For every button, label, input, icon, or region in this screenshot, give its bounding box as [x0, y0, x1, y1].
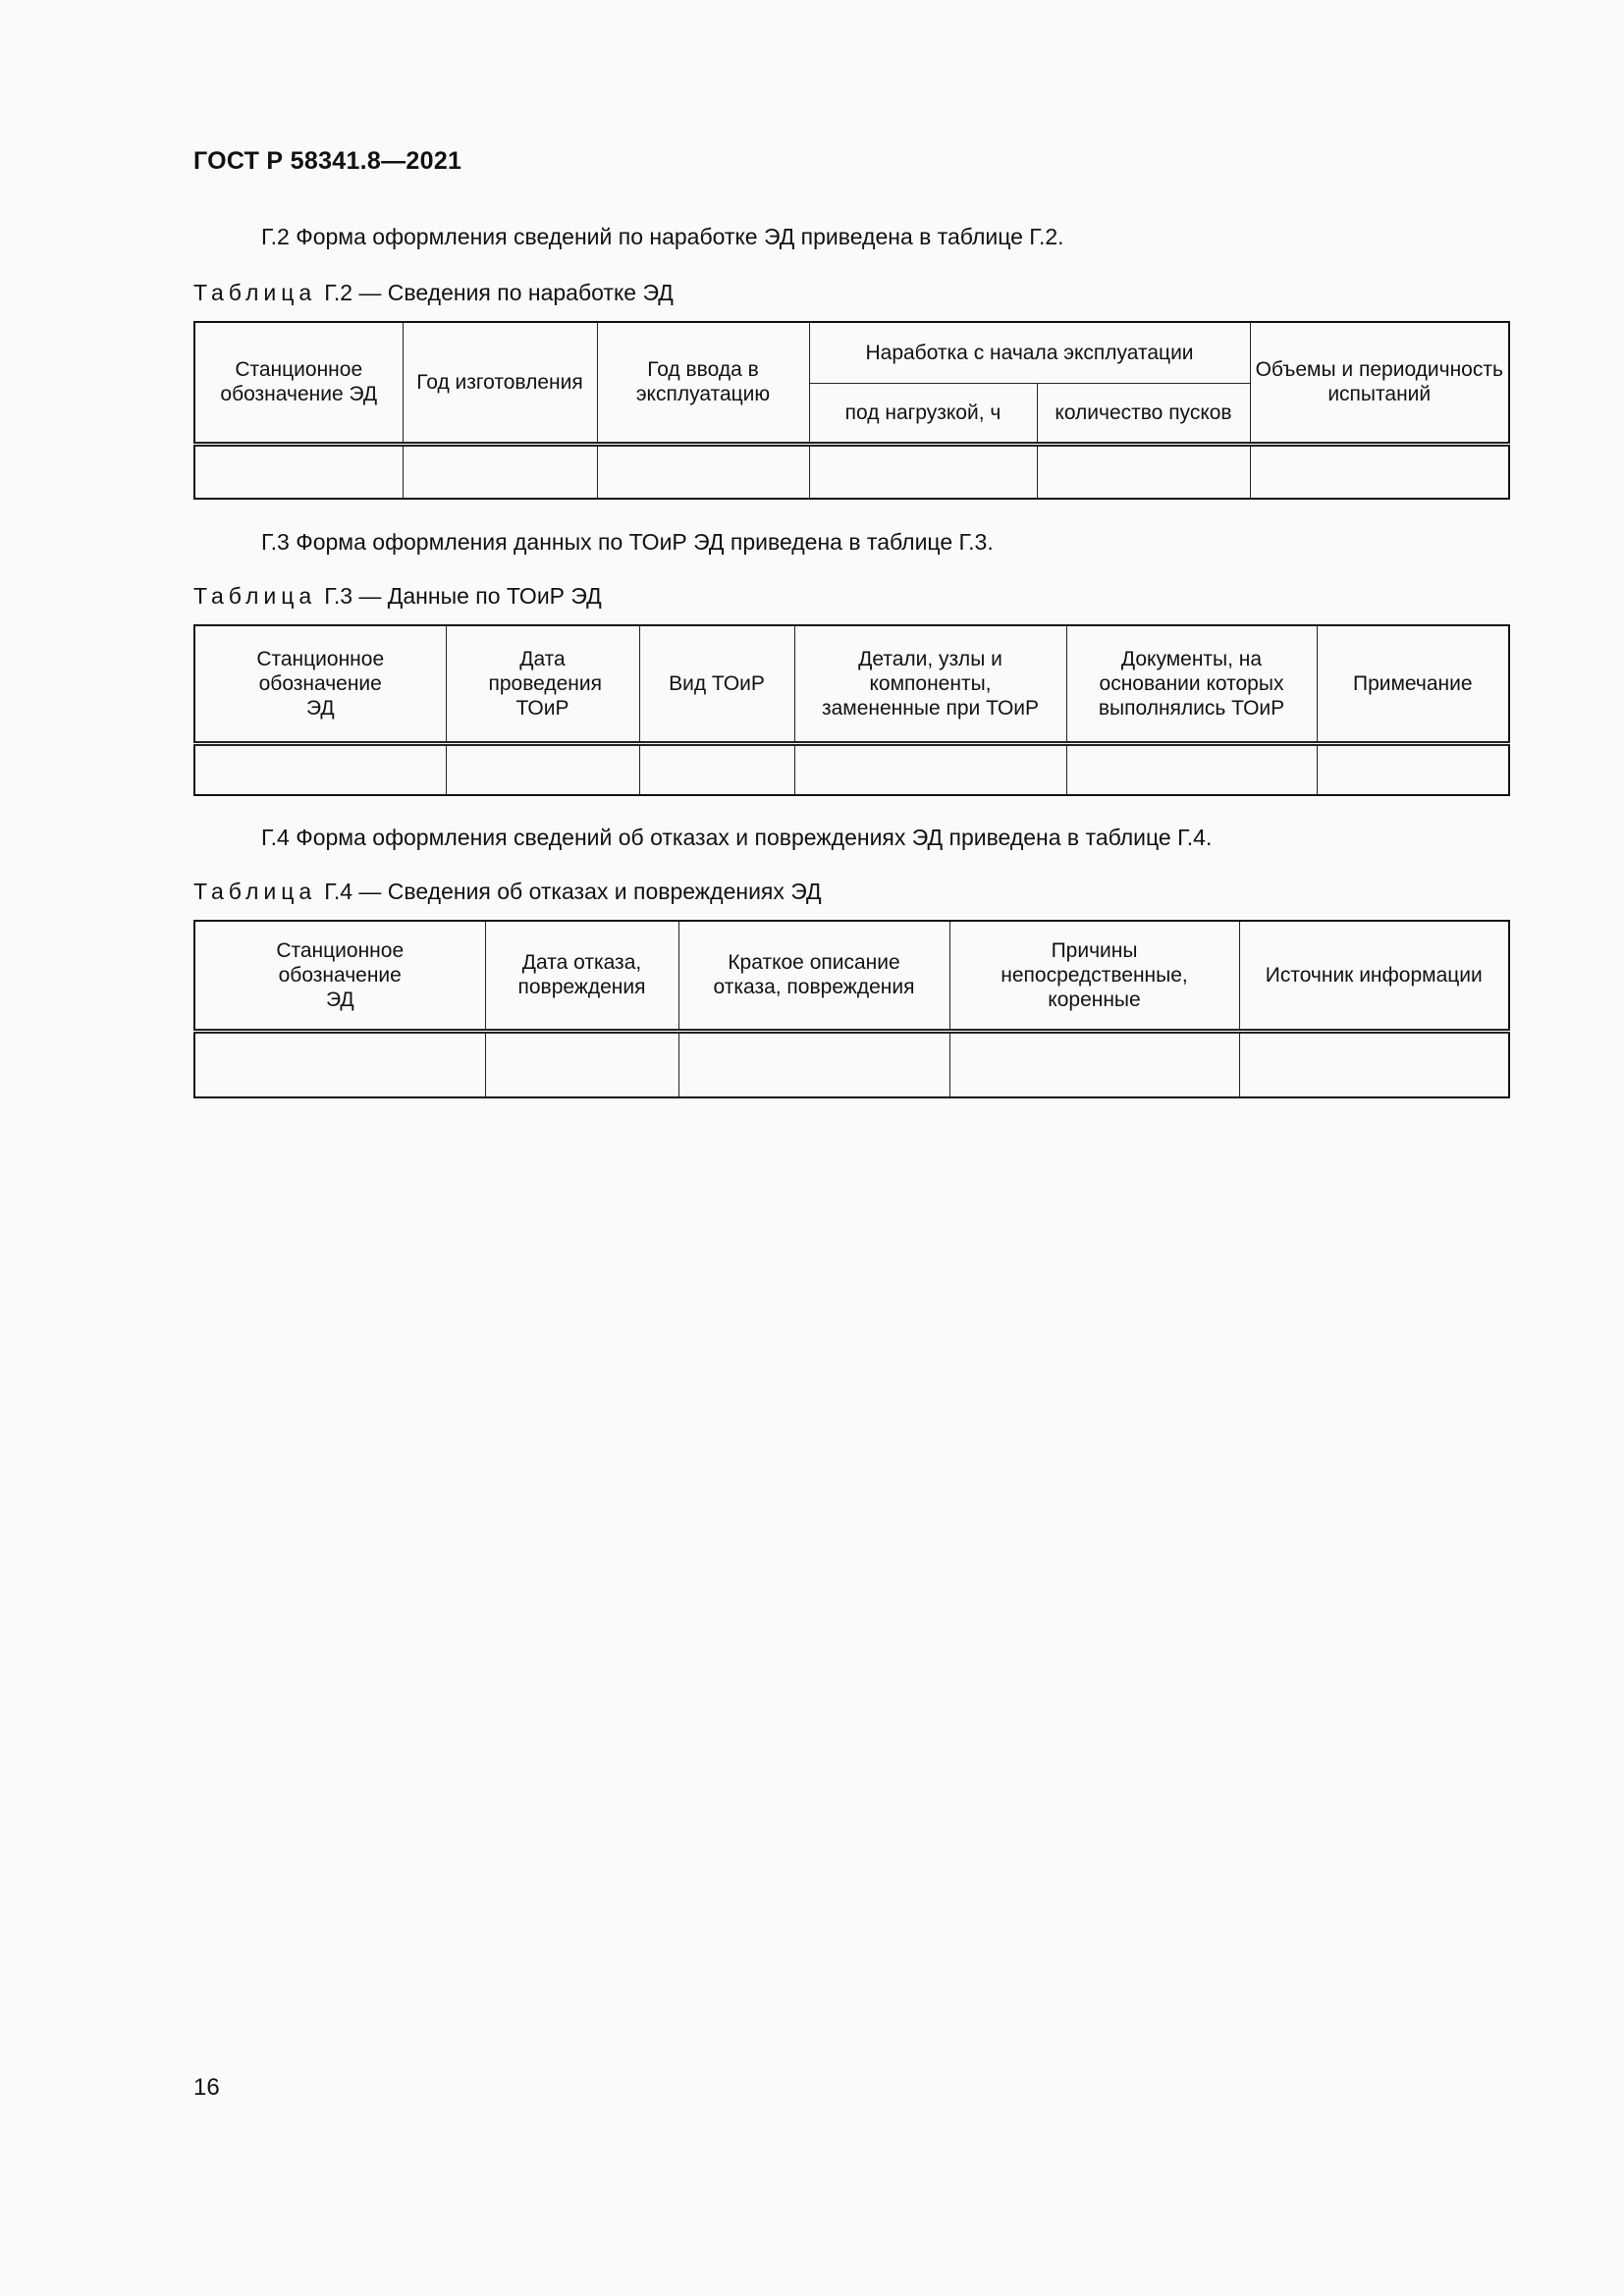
column-header-station: Станционное обозначение ЭД — [194, 625, 446, 743]
page-number: 16 — [193, 2074, 220, 2101]
column-header-tests: Объемы и периодичность испытаний — [1250, 322, 1509, 444]
table-caption-prefix: Таблица — [193, 879, 317, 904]
table-row — [194, 743, 1509, 795]
table-cell — [194, 444, 403, 499]
table-caption-g2 — [193, 280, 674, 306]
table-cell — [1239, 1031, 1509, 1097]
table-cell — [639, 743, 794, 795]
table-caption-text: Г.3 — Данные по ТОиР ЭД — [324, 583, 602, 609]
table-cell — [194, 743, 446, 795]
table-caption-text: Г.4 — Сведения об отказах и повреждениях ЭД — [324, 879, 822, 904]
table-cell — [446, 743, 639, 795]
table-cell — [1317, 743, 1509, 795]
table-caption-prefix: Таблица — [193, 280, 317, 305]
column-header-causes: Причины непосредственные, коренные — [949, 921, 1239, 1031]
table-caption-g4 — [193, 879, 822, 905]
table-g2 — [193, 321, 1510, 500]
column-header-runtime-load: под нагрузкой, ч — [809, 383, 1037, 444]
paragraph-g3: Г.3 Форма оформления данных по ТОиР ЭД приведена в таблице Г.3. — [261, 529, 994, 555]
column-header-documents: Документы, на основании которых выполнялись ТОиР — [1066, 625, 1317, 743]
table-cell — [597, 444, 809, 499]
column-header-runtime-group: Наработка с начала эксплуатации — [809, 322, 1250, 383]
table-caption-g3 — [193, 583, 602, 610]
table-cell — [1037, 444, 1250, 499]
table-cell — [1250, 444, 1509, 499]
column-header-year-commissioned: Год ввода в эксплуатацию — [597, 322, 809, 444]
column-header-description: Краткое описание отказа, повреждения — [678, 921, 949, 1031]
column-header-year-made: Год изготовления — [403, 322, 597, 444]
table-caption-text: Г.2 — Сведения по наработке ЭД — [324, 280, 674, 305]
column-header-station: Станционное обозначение ЭД — [194, 921, 485, 1031]
paragraph-g2: Г.2 Форма оформления сведений по наработке ЭД приведена в таблице Г.2. — [261, 224, 1064, 249]
table-g3 — [193, 624, 1510, 796]
table-cell — [194, 1031, 485, 1097]
table-row — [194, 1031, 1509, 1097]
document-header: ГОСТ Р 58341.8—2021 — [193, 147, 462, 175]
table-cell — [403, 444, 597, 499]
table-row — [194, 444, 1509, 499]
table-g4 — [193, 920, 1510, 1098]
table-cell — [794, 743, 1066, 795]
paragraph-g4: Г.4 Форма оформления сведений об отказах и повреждениях ЭД приведена в таблице Г.4. — [261, 825, 1213, 850]
table-cell — [485, 1031, 678, 1097]
table-cell — [949, 1031, 1239, 1097]
table-cell — [1066, 743, 1317, 795]
column-header-date: Дата проведения ТОиР — [446, 625, 639, 743]
column-header-runtime-starts: количество пусков — [1037, 383, 1250, 444]
table-cell — [678, 1031, 949, 1097]
table-cell — [809, 444, 1037, 499]
column-header-note: Примечание — [1317, 625, 1509, 743]
table-caption-prefix: Таблица — [193, 583, 317, 609]
column-header-parts: Детали, узлы и компоненты, замененные при ТОиР — [794, 625, 1066, 743]
column-header-source: Источник информации — [1239, 921, 1509, 1031]
column-header-station: Станционное обозначение ЭД — [194, 322, 403, 444]
column-header-type: Вид ТОиР — [639, 625, 794, 743]
column-header-date: Дата отказа, повреждения — [485, 921, 678, 1031]
